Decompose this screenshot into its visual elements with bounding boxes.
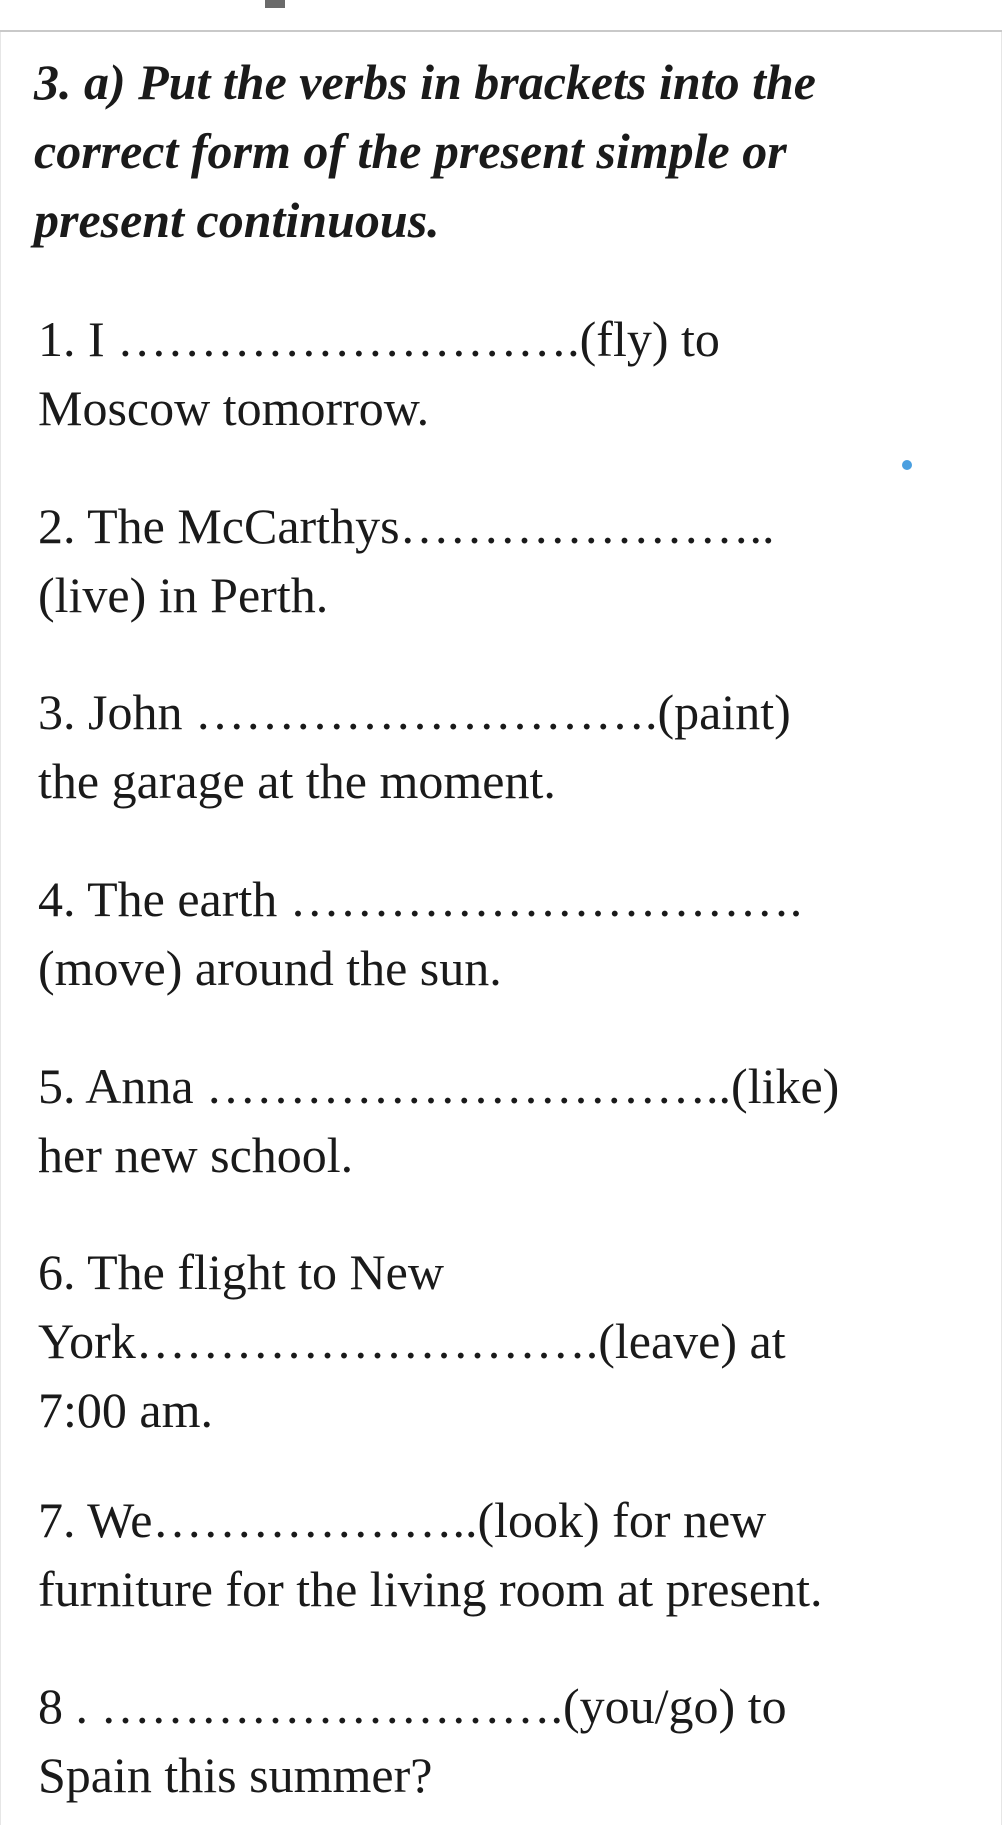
exercise-item-8: 8 . ……………………….(you/go) to Spain this summer?	[38, 1678, 787, 1803]
top-bar	[0, 0, 1002, 32]
exercise-item-4: 4. The earth …………………………. (move) around the sun.	[38, 871, 803, 996]
exercise-item-3: 3. John ……………………….(paint) the garage at the moment.	[38, 684, 791, 809]
exercise-item-6: 6. The flight to New York……………………….(leave) at 7:00 am.	[38, 1244, 786, 1438]
exercise-heading: 3. a) Put the verbs in brackets into the correct form of the present simple or present continuous.	[34, 54, 816, 248]
exercise-item-2: 2. The McCarthys………………….. (live) in Perth.	[38, 498, 775, 623]
top-bar-icon	[265, 0, 285, 8]
exercise-item-7: 7. We………………..(look) for new furniture for the living room at present.	[38, 1492, 823, 1617]
exercise-item-1: 1. I ……………………….(fly) to Moscow tomorrow.	[38, 311, 720, 436]
blue-dot-marker	[902, 460, 912, 470]
exercise-item-5: 5. Anna …………………………..(like) her new school.	[38, 1058, 840, 1183]
